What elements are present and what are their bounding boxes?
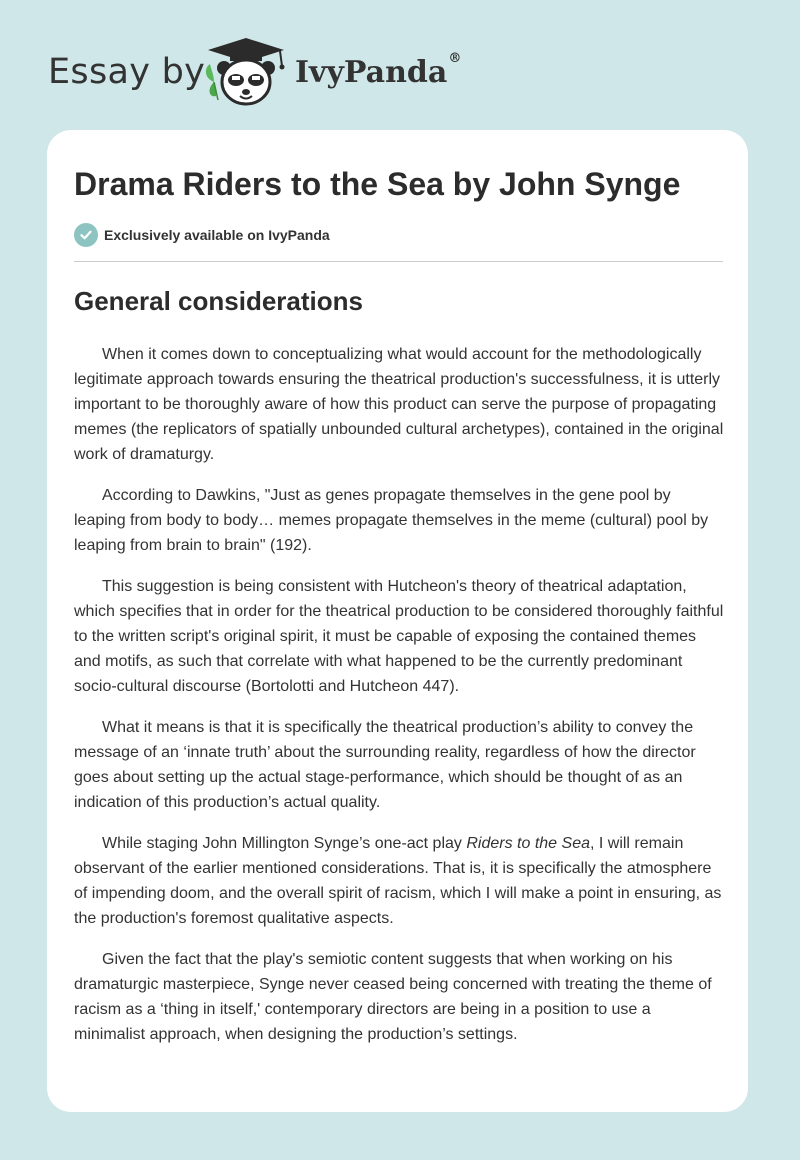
paragraph: Given the fact that the play's semiotic content suggests that when working on his dramaturgic masterpiece, Synge never ceased being concerned with treating the theme of racism as a ‘thing in itself,' contemporary directors are being in a position to use a minimalist approach, when designing the production’s settings. <box>74 951 712 1043</box>
essay-body <box>74 342 726 1063</box>
paragraph: When it comes down to conceptualizing what would account for the methodologically legitimate approach towards ensuring the theatrical production's successfulness, it is utterly important to be thoroughly aware of how this product can serve the purpose of propagating memes (the replicators of spatially unbounded cultural archetypes), contained in the original work of dramaturgy. <box>74 346 724 463</box>
brand-prefix: Essay by <box>48 52 206 92</box>
play-title: Riders to the Sea <box>466 835 590 852</box>
site-header <box>0 0 800 130</box>
badge-label: Exclusively available on IvyPanda <box>104 227 330 243</box>
paragraph: What it means is that it is specifically the theatrical production’s ability to convey the message of an ‘innate truth’ about the surrounding reality, regardless of how the director goes about setting up the actual stage-performance, which should be thought of as an indication of this production’s actual quality. <box>74 719 696 811</box>
section-heading: General considerations <box>74 286 363 316</box>
paragraph <box>74 831 726 931</box>
divider <box>74 261 723 262</box>
paragraph: According to Dawkins, "Just as genes propagate themselves in the gene pool by leaping from body to body… memes propagate themselves in the meme (cultural) pool by leaping from brain to brain" (192). <box>74 487 709 554</box>
brand-name[interactable] <box>295 51 462 90</box>
exclusive-badge <box>74 222 330 248</box>
brand-name-text: IvyPanda <box>295 55 448 90</box>
page-title: Drama Riders to the Sea by John Synge <box>74 166 681 202</box>
check-circle-icon <box>74 223 98 247</box>
registered-mark: ® <box>448 51 462 66</box>
paragraph: This suggestion is being consistent with Hutcheon's theory of theatrical adaptation, which specifies that in order for the theatrical production to be considered thoroughly faithful to the written script's original spirit, it must be capable of exposing the contained themes and motifs, as such that correlate with what happened to be the currently predominant socio-cultural discourse (Bortolotti and Hutcheon 447). <box>74 578 724 695</box>
panda-graduate-icon[interactable] <box>200 34 292 110</box>
essay-card <box>47 130 748 1112</box>
paragraph-text: While staging John Millington Synge’s one-act play <box>102 835 467 852</box>
paragraph-text: , I will remain observant of the earlier mentioned considerations. That is, it is specifically the atmosphere of impending doom, and the overall spirit of racism, which I will make a point in ensuring, as the production's foremost qualitative aspects. <box>74 835 722 927</box>
